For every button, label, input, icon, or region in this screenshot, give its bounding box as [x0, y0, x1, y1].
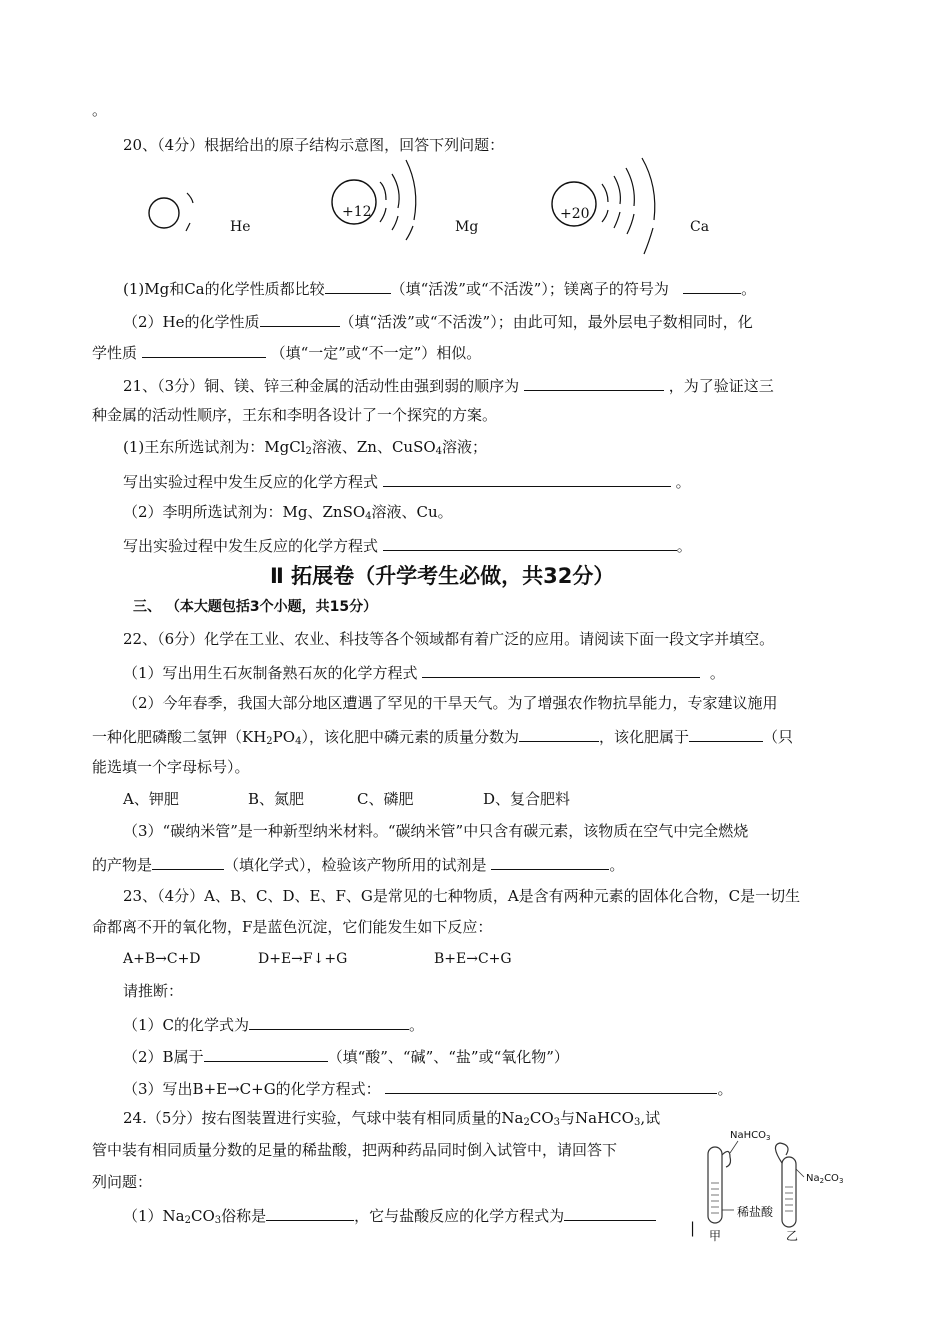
q22-line5: 能选填一个字母标号）。	[92, 758, 250, 776]
q22-l8-b: （填化学式），检验该产物所用的试剂是	[224, 856, 487, 874]
he-symbol: He	[230, 219, 251, 235]
q20-part1-text-b: （填“活泼”或“不活泼”）；镁离子的符号为	[390, 280, 669, 298]
q24-l1-c: 与NaHCO	[560, 1109, 634, 1127]
q22-line7: （3）“碳纳米管”是一种新型纳米材料。“碳纳米管”中只含有碳元素，该物质在空气中完全燃烧	[123, 822, 749, 840]
q22-l4-sub4: 4	[295, 736, 302, 747]
q21-l5-sub: 4	[365, 511, 372, 522]
fig-nahco3-text: NaHCO	[730, 1130, 766, 1141]
q23-l7-a: （3）写出B+E→C+G的化学方程式：	[123, 1080, 381, 1098]
q22-blank-mass-fraction[interactable]	[519, 725, 599, 742]
q24-blank-equation[interactable]	[564, 1204, 656, 1221]
q22-l4-a: 一种化肥磷酸二氢钾（KH	[92, 728, 267, 746]
q20-part2-text-c: 学性质	[92, 344, 138, 362]
q21-line6	[123, 534, 692, 556]
mg-symbol: Mg	[455, 219, 479, 235]
q24-l4-sub3: 3	[214, 1215, 222, 1226]
q20-part1	[123, 277, 756, 299]
q21-l3-b: 溶液、Zn、CuSO	[311, 438, 436, 456]
q22-l2-a: （1）写出用生石灰制备熟石灰的化学方程式	[123, 664, 418, 682]
q23-blank-equation[interactable]	[385, 1077, 717, 1094]
fig-nahco3-sub: 3	[765, 1134, 771, 1142]
fig-label-acid: 稀盐酸	[737, 1205, 774, 1219]
q23-l7-b: 。	[717, 1080, 733, 1098]
q22-line3: （2）今年春季，我国大部分地区遭遇了罕见的干旱天气。为了增强农作物抗旱能力，专家建议施用	[123, 694, 778, 712]
ca-nucleus-charge: +20	[560, 206, 590, 222]
q23-line5	[123, 1013, 424, 1035]
q23-reaction-2: D+E→F↓+G	[258, 951, 348, 967]
q21-line5	[123, 502, 453, 527]
q22-option-c: C、磷肥	[357, 790, 414, 808]
section-title: Ⅱ 拓展卷（升学考生必做，共32分）	[270, 564, 615, 588]
q22-option-a: A、钾肥	[123, 790, 179, 808]
q24-l4-c: 俗称是	[221, 1207, 267, 1225]
stray-bar: |	[690, 1219, 696, 1237]
q22-l2-b: 。	[709, 664, 725, 682]
q24-l4-d: ，它与盐酸反应的化学方程式为	[354, 1207, 565, 1225]
q23-line1: 23、（4分）A、B、C、D、E、F、G是常见的七种物质，A是含有两种元素的固体化合物，C是一切生	[123, 887, 801, 905]
fig-label-jia: 甲	[709, 1229, 722, 1243]
q21-l6-b: 。	[676, 537, 692, 555]
q23-l6-a: （2）B属于	[123, 1048, 204, 1066]
q24-line3: 列问题：	[92, 1173, 153, 1191]
he-atom-diagram	[140, 185, 200, 235]
q24-l1-sub3: 3	[553, 1117, 560, 1128]
q23-line2: 命都离不开的氧化物，F是蓝色沉淀，它们能发生如下反应：	[92, 918, 493, 936]
q22-l4-e: （只	[762, 728, 793, 746]
q21-blank-eq1[interactable]	[383, 470, 671, 487]
q23-reaction-3: B+E→C+G	[434, 951, 512, 967]
q21-line1	[123, 374, 774, 396]
q24-l4-b: CO	[191, 1207, 215, 1225]
q21-blank-order[interactable]	[524, 374, 664, 391]
fig-label-yi: 乙	[786, 1229, 799, 1243]
q21-l5-a: （2）李明所选试剂为：Mg、ZnSO	[123, 503, 366, 521]
q20-part2-cont	[92, 341, 481, 363]
section3-heading: 三、 （本大题包括3个小题，共15分）	[133, 599, 378, 615]
q22-l8-c: 。	[609, 856, 625, 874]
q23-blank-b-type[interactable]	[204, 1045, 328, 1062]
q22-blank-fertilizer[interactable]	[689, 725, 763, 742]
mg-nucleus-charge: +12	[342, 204, 372, 220]
q21-line3	[123, 437, 487, 462]
stray-mark: 。	[92, 101, 108, 119]
q20-part1-blank-1[interactable]	[325, 277, 391, 294]
q24-line1	[123, 1108, 660, 1133]
q23-l6-b: （填“酸”、“碱”、“盐”或“氧化物”）	[327, 1048, 569, 1066]
q24-l1-a: 24.（5分）按右图装置进行实验，气球中装有相同质量的Na	[123, 1109, 524, 1127]
q20-part2-text-a: （2）He的化学性质	[123, 313, 260, 331]
q23-reaction-1: A+B→C+D	[123, 951, 201, 967]
q22-l4-sub2: 2	[266, 736, 273, 747]
q22-line2	[123, 661, 725, 683]
fig-label-na2co3	[806, 1173, 843, 1187]
q21-l1-text-b: ，为了验证这三	[668, 377, 774, 395]
q21-l1-text-a: 21、（3分）铜、镁、锌三种金属的活动性由强到弱的顺序为	[123, 377, 520, 395]
q24-line2: 管中装有相同质量分数的足量的稀盐酸，把两种药品同时倒入试管中，请回答下	[92, 1141, 618, 1159]
q24-l1-b: CO	[529, 1109, 554, 1127]
q20-part2-text-d: （填“一定”或“不一定”）相似。	[270, 344, 482, 362]
q21-l4-a: 写出实验过程中发生反应的化学方程式	[123, 473, 379, 491]
q22-option-d: D、复合肥料	[483, 790, 571, 808]
fig-na2co3-b: CO	[824, 1173, 839, 1184]
q20-part1-blank-2[interactable]	[683, 277, 741, 294]
q21-l3-a: (1)王东所选试剂为：MgCl	[123, 438, 306, 456]
q23-l5-a: （1）C的化学式为	[123, 1016, 250, 1034]
q21-l3-c: 溶液；	[442, 438, 488, 456]
q22-l4-d: ，该化肥属于	[598, 728, 689, 746]
q24-l4-sub2: 2	[184, 1215, 191, 1226]
q21-l4-b: 。	[675, 473, 691, 491]
q20-part1-text-a: (1)Mg和Ca的化学性质都比较	[123, 280, 325, 298]
ca-symbol: Ca	[690, 219, 710, 235]
q23-blank-c-formula[interactable]	[249, 1013, 409, 1030]
q21-line2: 种金属的活动性顺序，王东和李明各设计了一个探究的方案。	[92, 406, 498, 424]
fig-na2co3-a: Na	[806, 1173, 820, 1184]
q23-line4: 请推断：	[123, 982, 184, 1000]
fig-label-nahco3	[730, 1130, 770, 1144]
q20-part2	[123, 310, 753, 332]
ca-atom-diagram	[550, 150, 670, 260]
q22-line4	[92, 725, 793, 752]
q24-line4	[123, 1204, 656, 1231]
q22-blank-eq[interactable]	[422, 661, 700, 678]
q22-option-b: B、氮肥	[248, 790, 305, 808]
q20-part2-blank-2[interactable]	[142, 341, 266, 358]
q24-l1-sub2: 2	[523, 1117, 530, 1128]
q21-blank-eq2[interactable]	[383, 534, 677, 551]
fig-na2co3-sub3: 3	[838, 1177, 844, 1185]
q22-l4-b: PO	[272, 728, 296, 746]
q22-blank-reagent[interactable]	[491, 853, 609, 870]
q22-blank-product[interactable]	[152, 853, 224, 870]
q20-part1-text-c: 。	[741, 280, 757, 298]
q22-line8	[92, 853, 624, 875]
q23-line7	[123, 1077, 732, 1099]
q21-l5-b: 溶液、Cu。	[371, 503, 453, 521]
q22-l4-c: ），该化肥中磷元素的质量分数为	[301, 728, 519, 746]
q23-l5-b: 。	[409, 1016, 425, 1034]
q20-part2-text-b: （填“活泼”或“不活泼”）；由此可知，最外层电子数相同时，化	[339, 313, 753, 331]
q21-l3-sub: 2	[305, 446, 312, 457]
q22-line1: 22、（6分）化学在工业、农业、科技等各个领域都有着广泛的应用。请阅读下面一段文字并填空。	[123, 630, 775, 648]
q24-l1-sub3b: 3	[633, 1117, 641, 1128]
q21-l3-sub2: 4	[435, 446, 443, 457]
q24-blank-common-name[interactable]	[266, 1204, 354, 1221]
q20-part2-blank-1[interactable]	[260, 310, 340, 327]
q22-l8-a: 的产物是	[92, 856, 153, 874]
q24-l1-d: ,试	[640, 1109, 661, 1127]
q24-l4-a: （1）Na	[123, 1207, 185, 1225]
q23-line6	[123, 1045, 569, 1067]
q20-stem: 20、（4分）根据给出的原子结构示意图，回答下列问题：	[123, 136, 505, 154]
fig-na2co3-sub2: 2	[819, 1177, 825, 1185]
q21-l6-a: 写出实验过程中发生反应的化学方程式	[123, 537, 379, 555]
q21-line4	[123, 470, 691, 492]
mg-atom-diagram	[330, 150, 430, 250]
